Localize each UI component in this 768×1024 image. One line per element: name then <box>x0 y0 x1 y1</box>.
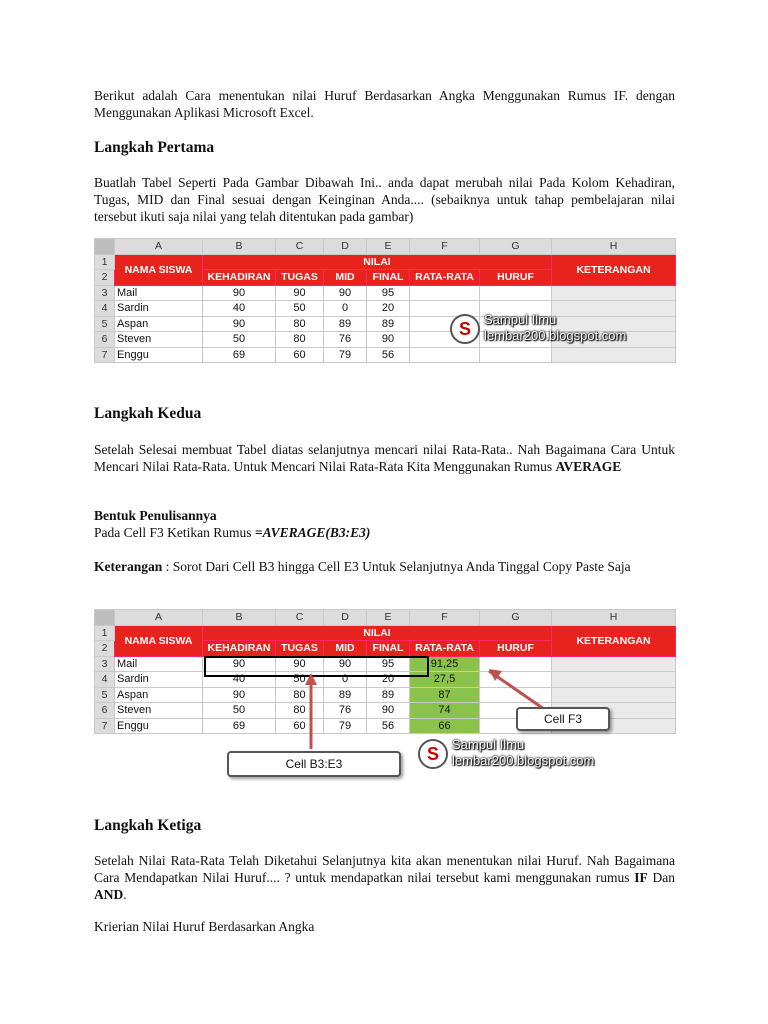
cell-value[interactable]: 76 <box>324 332 367 348</box>
cell-value[interactable]: 90 <box>324 656 367 672</box>
cell-average[interactable]: 74 <box>410 703 480 719</box>
cell-average[interactable]: 27,5 <box>410 672 480 688</box>
cell-value[interactable]: 20 <box>367 301 410 317</box>
row-header[interactable]: 1 <box>95 625 115 641</box>
step2-heading: Langkah Kedua <box>94 405 202 422</box>
intro-paragraph: Berikut adalah Cara menentukan nilai Huruf Berdasarkan Angka Menggunakan Rumus IF. dengan Menggunakan Aplikasi Microsoft Excel. <box>94 88 675 120</box>
row-header[interactable]: 3 <box>95 285 115 301</box>
cell-value[interactable]: 90 <box>203 656 276 672</box>
step1-paragraph: Buatlah Tabel Seperti Pada Gambar Dibawah Ini.. anda dapat merubah nilai Pada Kolom Kehadiran, Tugas, MID dan Final sesuai dengan Keinginan Anda.... (sebaiknya untuk tahap pembelajaran nilai tersebut ikuti saja nilai yang telah ditentukan pada gambar) <box>94 175 675 224</box>
cell-name[interactable]: Steven <box>115 332 203 348</box>
cell-value[interactable]: 69 <box>203 347 276 363</box>
row-header[interactable]: 2 <box>95 641 115 657</box>
cell-value[interactable]: 50 <box>276 672 324 688</box>
cell-value[interactable]: 56 <box>367 347 410 363</box>
column-header[interactable]: F <box>410 610 480 626</box>
row-header[interactable]: 3 <box>95 656 115 672</box>
cell-value[interactable]: 69 <box>203 718 276 734</box>
cell-value[interactable]: 40 <box>203 672 276 688</box>
header-keterangan: KETERANGAN <box>552 254 676 285</box>
cell-average[interactable] <box>410 347 480 363</box>
row-header[interactable]: 7 <box>95 718 115 734</box>
spreadsheet-2 <box>94 609 675 771</box>
column-header[interactable]: E <box>367 239 410 255</box>
cell-value[interactable]: 90 <box>324 285 367 301</box>
watermark-title: Sampul Ilmu <box>484 312 557 327</box>
row-header[interactable]: 5 <box>95 316 115 332</box>
row-header[interactable]: 1 <box>95 254 115 270</box>
column-header[interactable]: D <box>324 239 367 255</box>
cell-keterangan[interactable] <box>552 347 676 363</box>
cell-value[interactable]: 40 <box>203 301 276 317</box>
cell-value[interactable]: 50 <box>276 301 324 317</box>
table-row <box>95 285 676 301</box>
row-header[interactable]: 6 <box>95 332 115 348</box>
keterangan-paragraph: Keterangan : Sorot Dari Cell B3 hingga Cell E3 Untuk Selanjutnya Anda Tinggal Copy Paste Saja <box>94 559 631 574</box>
cell-value[interactable]: 89 <box>324 687 367 703</box>
formula-subtitle: Bentuk Penulisannya <box>94 508 217 523</box>
cell-value[interactable]: 60 <box>276 718 324 734</box>
header-sub: HURUF <box>480 270 552 286</box>
cell-average[interactable]: 91,25 <box>410 656 480 672</box>
cell-average[interactable] <box>410 285 480 301</box>
cell-keterangan[interactable] <box>552 285 676 301</box>
cell-value[interactable]: 50 <box>203 332 276 348</box>
cell-value[interactable]: 89 <box>367 687 410 703</box>
header-sub: KEHADIRAN <box>203 270 276 286</box>
column-header[interactable]: B <box>203 239 276 255</box>
cell-average[interactable]: 87 <box>410 687 480 703</box>
header-sub: RATA-RATA <box>410 270 480 286</box>
step1-heading: Langkah Pertama <box>94 139 215 156</box>
sampul-ilmu-logo-icon: S <box>418 739 448 769</box>
average-formula: =AVERAGE(B3:E3) <box>254 525 371 540</box>
row-header[interactable]: 4 <box>95 301 115 317</box>
cell-huruf[interactable] <box>480 285 552 301</box>
cell-value[interactable]: 90 <box>367 703 410 719</box>
cell-value[interactable]: 80 <box>276 703 324 719</box>
header-nilai: NILAI <box>203 254 552 270</box>
callout-cell-range: Cell B3:E3 <box>227 751 401 777</box>
row-header[interactable]: 2 <box>95 270 115 286</box>
cell-value[interactable]: 0 <box>324 301 367 317</box>
spreadsheet-1 <box>94 238 675 363</box>
header-sub: FINAL <box>367 641 410 657</box>
column-header[interactable]: B <box>203 610 276 626</box>
column-header[interactable]: D <box>324 610 367 626</box>
formula-block: Bentuk Penulisannya Pada Cell F3 Ketikan Rumus =AVERAGE(B3:E3) <box>94 508 371 540</box>
row-header[interactable]: 5 <box>95 687 115 703</box>
cell-value[interactable]: 79 <box>324 347 367 363</box>
header-sub: RATA-RATA <box>410 641 480 657</box>
watermark-url: lembar200.blogspot.com <box>484 328 627 343</box>
cell-name[interactable]: Mail <box>115 285 203 301</box>
header-nilai: NILAI <box>203 625 552 641</box>
cell-value[interactable]: 80 <box>276 316 324 332</box>
header-sub: MID <box>324 641 367 657</box>
column-header[interactable]: H <box>552 610 676 626</box>
cell-name[interactable]: Steven <box>115 703 203 719</box>
cell-value[interactable]: 95 <box>367 285 410 301</box>
cell-value[interactable]: 79 <box>324 718 367 734</box>
column-header[interactable]: C <box>276 610 324 626</box>
callout-cell-f3: Cell F3 <box>516 707 610 731</box>
header-sub: FINAL <box>367 270 410 286</box>
cell-value[interactable]: 80 <box>276 332 324 348</box>
cell-value[interactable]: 60 <box>276 347 324 363</box>
header-sub: TUGAS <box>276 641 324 657</box>
cell-name[interactable]: Enggu <box>115 718 203 734</box>
cell-value[interactable]: 0 <box>324 672 367 688</box>
cell-name[interactable]: Mail <box>115 656 203 672</box>
cell-value[interactable]: 90 <box>203 687 276 703</box>
cell-value[interactable]: 90 <box>203 285 276 301</box>
cell-value[interactable]: 90 <box>367 332 410 348</box>
table-row <box>95 347 676 363</box>
row-header[interactable]: 7 <box>95 347 115 363</box>
cell-huruf[interactable] <box>480 347 552 363</box>
column-header[interactable]: G <box>480 610 552 626</box>
row-header[interactable]: 6 <box>95 703 115 719</box>
header-sub: TUGAS <box>276 270 324 286</box>
cell-name[interactable]: Sardin <box>115 672 203 688</box>
cell-value[interactable]: 95 <box>367 656 410 672</box>
cell-name[interactable]: Aspan <box>115 687 203 703</box>
column-header[interactable]: E <box>367 610 410 626</box>
cell-value[interactable]: 20 <box>367 672 410 688</box>
cell-name[interactable]: Enggu <box>115 347 203 363</box>
row-header[interactable]: 4 <box>95 672 115 688</box>
step3-heading: Langkah Ketiga <box>94 817 202 834</box>
cell-value[interactable]: 90 <box>276 285 324 301</box>
select-all-corner[interactable] <box>95 239 115 255</box>
column-header[interactable]: F <box>410 239 480 255</box>
cell-value[interactable]: 89 <box>367 316 410 332</box>
cell-value[interactable]: 50 <box>203 703 276 719</box>
watermark-1 <box>458 312 627 344</box>
cell-name[interactable]: Aspan <box>115 316 203 332</box>
sampul-ilmu-logo-icon: S <box>450 314 480 344</box>
header-keterangan: KETERANGAN <box>552 625 676 656</box>
cell-value[interactable]: 90 <box>203 316 276 332</box>
header-nama-siswa: NAMA SISWA <box>115 254 203 285</box>
cell-value[interactable]: 80 <box>276 687 324 703</box>
header-nama-siswa: NAMA SISWA <box>115 625 203 656</box>
header-sub: HURUF <box>480 641 552 657</box>
column-header[interactable]: G <box>480 239 552 255</box>
criteria-line: Krierian Nilai Huruf Berdasarkan Angka <box>94 919 315 934</box>
column-header[interactable]: A <box>115 239 203 255</box>
header-sub: MID <box>324 270 367 286</box>
step2-paragraph: Setelah Selesai membuat Tabel diatas selanjutnya mencari nilai Rata-Rata.. Nah Bagaimana Cara Untuk Mencari Nilai Rata-Rata. Untuk Mencari Nilai Rata-Rata Kita Menggunakan Rumus AVERAGE <box>94 442 675 474</box>
cell-value[interactable]: 56 <box>367 718 410 734</box>
average-keyword: AVERAGE <box>555 459 622 474</box>
column-header[interactable]: H <box>552 239 676 255</box>
watermark-2: S Sampul Ilmu lembar200.blogspot.com <box>452 737 594 769</box>
cell-value[interactable]: 89 <box>324 316 367 332</box>
cell-average[interactable]: 66 <box>410 718 480 734</box>
column-header[interactable]: A <box>115 610 203 626</box>
cell-value[interactable]: 76 <box>324 703 367 719</box>
column-header[interactable]: C <box>276 239 324 255</box>
header-sub: KEHADIRAN <box>203 641 276 657</box>
cell-value[interactable]: 90 <box>276 656 324 672</box>
step3-paragraph: Setelah Nilai Rata-Rata Telah Diketahui Selanjutnya kita akan menentukan nilai Huruf. Nah Bagaimana Cara Mendapatkan Nilai Huruf.... ? untuk mendapatkan nilai tersebut kami menggunakan rumus IF Dan AND. <box>94 853 675 902</box>
cell-name[interactable]: Sardin <box>115 301 203 317</box>
